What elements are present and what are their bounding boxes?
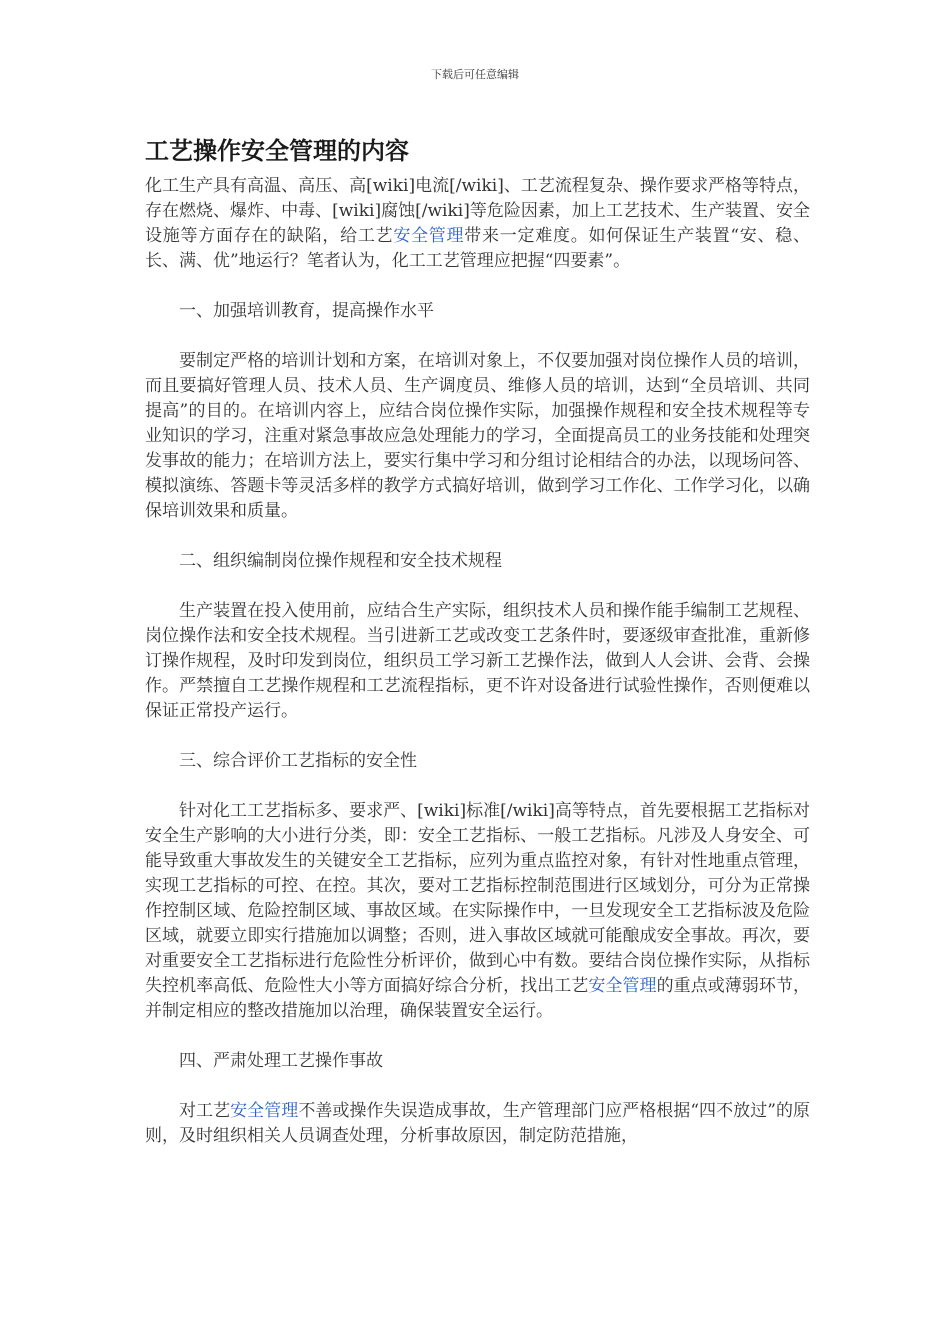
intro-paragraph xyxy=(145,174,810,274)
paragraph-text: 要制定严格的培训计划和方案，在培训对象上，不仅要加强对岗位操作人员的培训，而且要搞好管理人员、技术人员、生产调度员、维修人员的培训，达到“全员培训、共同提高”的目的。在培训内容上，应结合岗位操作实际，加强操作规程和安全技术规程等专业知识的学习，注重对紧急事故应急处理能力的学习，全面提高员工的业务技能和处理突发事故的能力；在培训方法上，要实行集中学习和分组讨论相结合的办法，以现场问答、模拟演练、答题卡等灵活多样的教学方式搞好培训，做到学习工作化、工作学习化，以确保培训效果和质量。 xyxy=(145,351,810,521)
paragraph-text: 带来一定难度。如何保证生产装置“安、稳、长、满、优”地运行？笔者认为，化工工艺管理应把握“四要素”。 xyxy=(145,226,810,271)
section-3-heading: 三、综合评价工艺指标的安全性 xyxy=(179,751,417,771)
paragraph-text: 化工生产具有高温、高压、高[wiki]电流[/wiki]、工艺流程复杂、操作要求严格等特点，存在燃烧、爆炸、中毒、[wiki]腐蚀[/wiki]等危险因素，加上工艺技术、生产装置、安全设施等方面存在的缺陷，给工艺 xyxy=(145,176,810,246)
safety-management-link[interactable]: 安全管理 xyxy=(588,976,657,996)
paragraph-text: 的重点或薄弱环节，并制定相应的整改措施加以治理，确保装置安全运行。 xyxy=(145,976,811,1021)
paragraph-text: 针对化工工艺指标多、要求严、[wiki]标准[/wiki]高等特点，首先要根据工艺指标对安全生产影响的大小进行分类，即：安全工艺指标、一般工艺指标。凡涉及人身安全、可能导致重大事故发生的关键安全工艺指标，应列为重点监控对象，有针对性地重点管理，实现工艺指标的可控、在控。其次，要对工艺指标控制范围进行区域划分，可分为正常操作控制区域、危险控制区域、事故区域。在实际操作中，一旦发现安全工艺指标波及危险区域，就要立即实行措施加以调整；否则，进入事故区域就可能酿成安全事故。再次，要对重要安全工艺指标进行危险性分析评价，做到心中有数。要结合岗位操作实际，从指标失控机率高低、危险性大小等方面搞好综合分析，找出工艺 xyxy=(145,801,810,996)
section-1-heading: 一、加强培训教育，提高操作水平 xyxy=(179,301,434,321)
section-4-body xyxy=(145,1099,810,1149)
safety-management-link[interactable]: 安全管理 xyxy=(230,1101,299,1121)
section-2-body xyxy=(145,599,810,724)
section-2-heading: 二、组织编制岗位操作规程和安全技术规程 xyxy=(179,551,502,571)
page-header: 下载后可任意编辑 xyxy=(431,68,519,81)
paragraph-text: 生产装置在投入使用前，应结合生产实际，组织技术人员和操作能手编制工艺规程、岗位操作法和安全技术规程。当引进新工艺或改变工艺条件时，要逐级审查批准，重新修订操作规程，及时印发到岗位，组织员工学习新工艺操作法，做到人人会讲、会背、会操作。严禁擅自工艺操作规程和工艺流程指标，更不许对设备进行试验性操作，否则便难以保证正常投产运行。 xyxy=(145,601,810,721)
section-3-body xyxy=(145,799,810,1024)
safety-management-link[interactable]: 安全管理 xyxy=(393,226,465,246)
section-4-heading: 四、严肃处理工艺操作事故 xyxy=(179,1051,383,1071)
document-body xyxy=(145,128,810,1149)
paragraph-text: 对工艺 xyxy=(179,1101,231,1121)
document-title: 工艺操作安全管理的内容 xyxy=(145,137,409,165)
section-1-body xyxy=(145,349,810,524)
paragraph-text: 不善或操作失误造成事故，生产管理部门应严格根据“四不放过”的原则，及时组织相关人员调查处理，分析事故原因，制定防范措施， xyxy=(145,1101,811,1146)
